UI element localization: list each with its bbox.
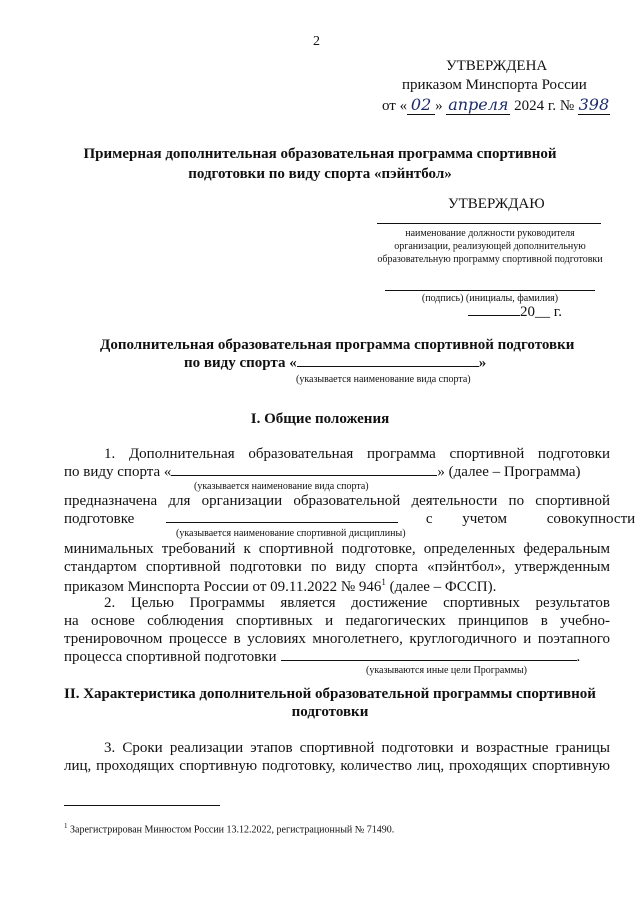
position-signature-line	[377, 223, 601, 224]
para-1-line-5: минимальных требований к спортивной подготовке, определенных федеральным	[64, 541, 610, 557]
para-2-line-4: процесса спортивной подготовки .	[64, 649, 581, 665]
handwritten-order-number: 398	[578, 95, 610, 114]
signature-line	[385, 290, 595, 291]
para-1-line-2: по виду спорта « » (далее – Программа)	[64, 464, 581, 480]
section-1-heading: I. Общие положения	[250, 411, 390, 427]
handwritten-day: 02	[407, 95, 435, 115]
para-1-line-4: подготовке с учетом совокупности	[64, 511, 636, 527]
para-2-line-2: на основе соблюдения спортивных и педагогических принципов в учебно-	[64, 613, 610, 629]
para-3-line-2: лиц, проходящих спортивную подготовку, количество лиц, проходящих спортивную	[64, 758, 610, 774]
sport-name-caption: (указывается наименование вида спорта)	[296, 374, 471, 385]
para-1-line-3: предназначена для организации образовательной деятельности по спортивной	[64, 493, 610, 509]
program-title-line-2: подготовки по виду спорта «пэйнтбол»	[188, 166, 452, 182]
footnote-text: $^1$ Зарегистрирован Минюстом России 13.12.2022, регистрационный № 71490.	[64, 822, 395, 836]
signature-caption: (подпись) (инициалы, фамилия)	[421, 293, 559, 304]
program-heading-line-1: Дополнительная образовательная программа спортивной подготовки	[100, 337, 575, 353]
other-goals-caption: (указываются иные цели Программы)	[366, 665, 528, 676]
year-line: 20__ г.	[468, 304, 562, 321]
para-2-line-1: 2. Целью Программы является достижение спортивных результатов	[104, 595, 610, 611]
page-number: 2	[313, 34, 320, 49]
para-1-line-6: стандартом спортивной подготовки по виду спорта «пэйнтбол», утвержденным	[64, 559, 610, 575]
handwritten-month: апреля	[448, 95, 509, 114]
para-3-line-1: 3. Сроки реализации этапов спортивной подготовки и возрастные границы	[104, 740, 610, 756]
program-title-line-1: Примерная дополнительная образовательная программа спортивной	[83, 146, 557, 162]
footnote-divider	[64, 805, 220, 806]
position-caption: наименование должности руководителя организации, реализующей дополнительную образовательную программу спортивной подготовки	[377, 228, 603, 265]
footnote-ref: 1	[381, 577, 386, 587]
approved-date-line: от « 02 » апреля 2024 г. № 398	[382, 95, 610, 114]
approved-order-line: приказом Минспорта России	[402, 77, 587, 93]
program-heading-line-2: по виду спорта « »	[184, 355, 487, 371]
approve-heading: УТВЕРЖДАЮ	[448, 196, 545, 212]
section-2-heading-line-1: II. Характеристика дополнительной образовательной программы спортивной	[64, 686, 596, 702]
para-1-line-1: 1. Дополнительная образовательная программа спортивной подготовки	[104, 446, 610, 462]
discipline-caption: (указывается наименование спортивной дисциплины)	[176, 528, 406, 539]
sport-name-caption-2: (указывается наименование вида спорта)	[194, 481, 369, 492]
section-2-heading-line-2: подготовки	[291, 704, 369, 720]
para-1-line-7: приказом Минспорта России от 09.11.2022 № $946^1$ (далее – ФССП).	[64, 577, 497, 595]
approved-heading: УТВЕРЖДЕНА	[446, 58, 548, 74]
para-2-line-3: тренировочном процессе в условиях многолетнего, круглогодичного и поэтапного	[64, 631, 610, 647]
